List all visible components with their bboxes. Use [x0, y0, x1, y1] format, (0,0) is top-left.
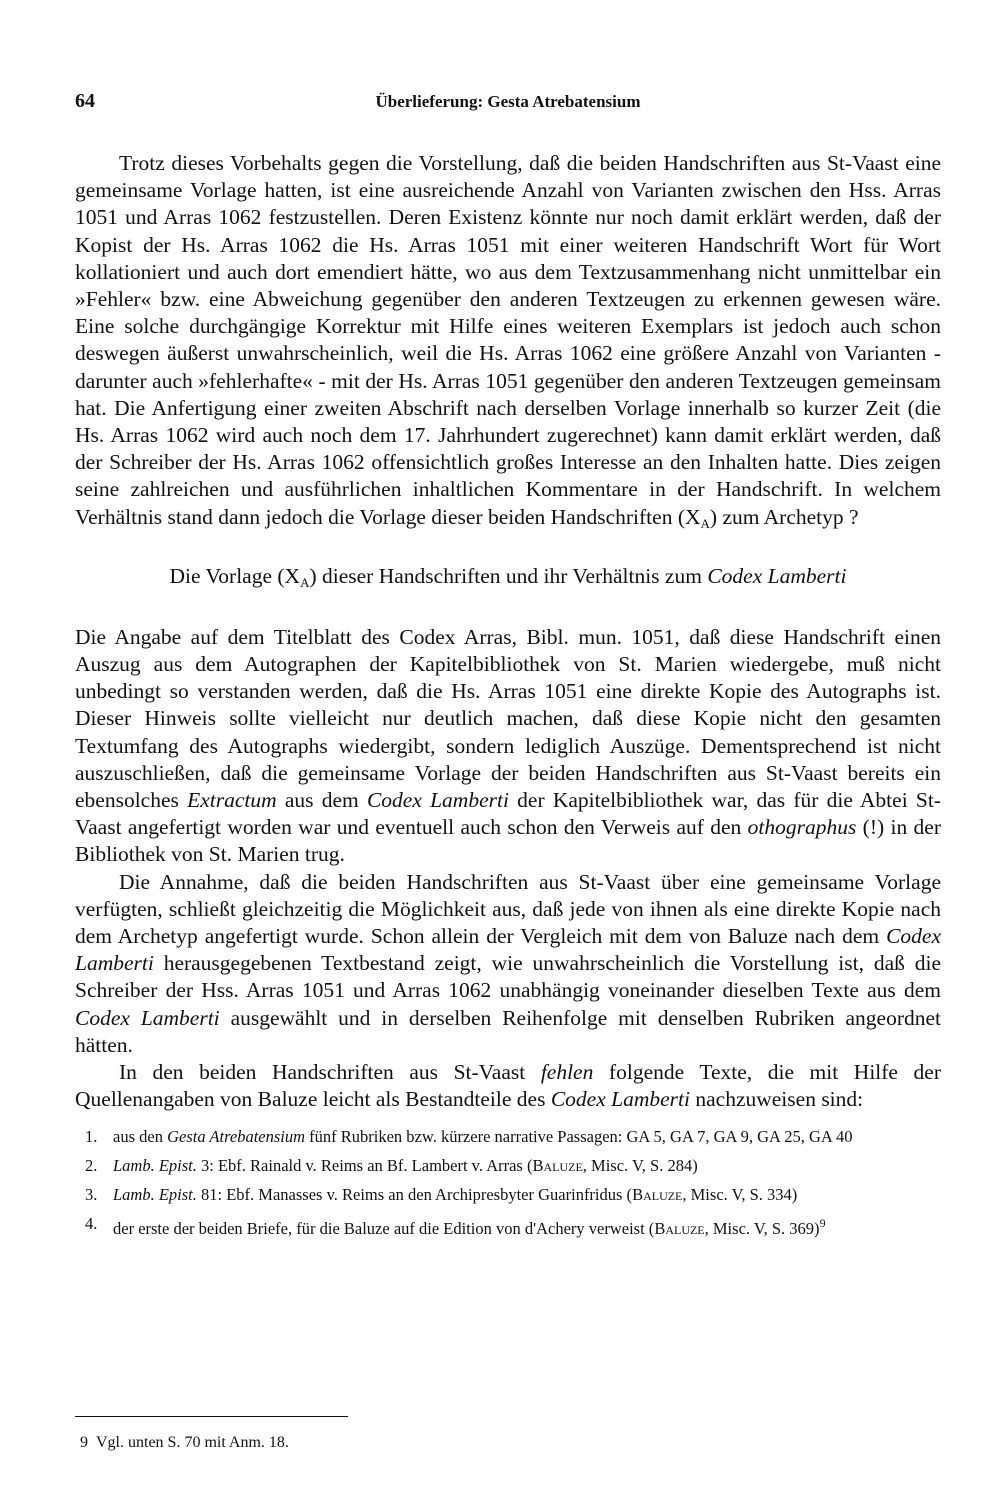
list-item-number: 3.: [85, 1184, 98, 1204]
p3-italic1: Codex Lamberti: [75, 924, 941, 976]
p2-italic2: Codex Lamberti: [366, 788, 509, 813]
page-header: [75, 90, 941, 120]
list-item-text: , Misc. V, S. 334): [682, 1184, 798, 1204]
p3-part1: Die Annahme, daß die beiden Handschriften aus St-Vaast über eine gemeinsame Vorlage verfügten, schließt gleichzeitig die Möglichkeit aus, daß jede von ihnen als eine direkte Kopie nach dem Archetyp angefertigt wurde. Schon allein der Vergleich mit dem von Baluze nach dem: [75, 869, 941, 949]
heading-lead: Die Vorlage (X: [169, 563, 301, 588]
p4-italic1: fehlen: [540, 1060, 594, 1085]
list-item-text: der erste der beiden Briefe, für die Baluze auf die Edition von d'Achery verweist (: [113, 1218, 655, 1238]
paragraph-3: [75, 869, 941, 1059]
list-item-italic: Lamb. Epist.: [113, 1155, 197, 1175]
heading-middle: ) dieser Handschriften und ihr Verhältnis zum: [309, 563, 708, 588]
heading-italic: Codex Lamberti: [707, 563, 847, 588]
footnote-text: Vgl. unten S. 70 mit Anm. 18.: [96, 1434, 289, 1451]
paragraph-1-text: Trotz dieses Vorbehalts gegen die Vorstellung, daß die beiden Handschriften aus St-Vaast eine gemeinsame Vorlage hatten, ist eine ausreichende Anzahl von Varianten zwischen den Hss. Arras 1051 und Arras 1062 festzustellen. Deren Existenz könnte nur noch damit erklärt werden, daß der Kopist der Hs. Arras 1062 die Hs. Arras 1051 mit einer weiteren Handschrift Wort für Wort kollationiert und auch dort emendiert hätte, wo aus dem Textzusammenhang nicht unmittelbar ein »Fehler« bzw. eine Abweichung gegenüber den anderen Textzeugen zu erkennen gewesen wäre. Eine solche durchgängige Korrektur mit Hilfe eines weiteren Exemplars ist jedoch auch schon deswegen äußerst unwahrscheinlich, weil die Hs. Arras 1062 eine größere Anzahl von Varianten - darunter auch »fehlerhafte« - mit der Hs. Arras 1051 gegenüber den anderen Textzeugen gemeinsam hat. Die Anfertigung einer zweiten Abschrift nach derselben Vorlage innerhalb so kurzer Zeit (die Hs. Arras 1062 wird auch noch dem 17. Jahrhundert zugerechnet) kann damit erklärt werden, daß der Schreiber der Hs. Arras 1062 offensichtlich großes Interesse an den Inhalten hatte. Dies zeigen seine zahlreichen und ausführlichen inhaltlichen Kommentare in der Handschrift. In welchem Verhältnis stand dann jedoch die Vorlage dieser beiden Handschriften: [75, 151, 941, 529]
list-item-text: 3: Ebf. Rainald v. Reims an Bf. Lambert v. Arras (: [196, 1155, 533, 1175]
paragraph-1: [75, 150, 941, 537]
paragraph-2: [75, 624, 941, 869]
p2-italic1: Extractum: [187, 788, 277, 813]
list-item: [75, 1155, 941, 1176]
p4-italic2: Codex Lamberti: [550, 1087, 690, 1112]
footnote-reference[interactable]: 9: [819, 1215, 826, 1230]
list-item-text: 81: Ebf. Manasses v. Reims an den Archipresbyter Guarinfridus (: [196, 1184, 633, 1204]
p4-part3: nachzuweisen sind:: [689, 1087, 864, 1112]
x-subscript: A: [700, 515, 710, 531]
list-item-smallcaps: Baluze: [632, 1184, 683, 1204]
list-item-italic: Lamb. Epist.: [113, 1184, 197, 1204]
footnote-divider: [75, 1416, 348, 1417]
p2-part1: Die Angabe auf dem Titelblatt des Codex Arras, Bibl. mun. 1051, daß diese Handschrift einen Auszug aus dem Autographen der Kapitelbibliothek von St. Marien wiedergebe, muß nicht unbedingt so verstanden werden, daß die Hs. Arras 1051 eine direkte Kopie des Autographs ist. Dieser Hinweis sollte vielleicht nur deutlich machen, daß diese Kopie nicht den gesamten Textumfang des Autographs wiedergibt, sondern lediglich Auszüge. Dementsprechend ist nicht auszuschließen, daß die gemeinsame Vorlage der beiden Handschriften aus St-Vaast bereits ein ebensolches: [75, 624, 941, 813]
section-heading: [75, 563, 941, 596]
footnote: [80, 1434, 289, 1452]
list-item: [75, 1126, 941, 1147]
list-item: [75, 1213, 941, 1239]
p3-part3: ausgewählt und in derselben Reihenfolge mit denselben Rubriken angeordnet hätten.: [75, 1005, 941, 1057]
heading-subscript: A: [300, 574, 310, 590]
list-item-number: 1.: [85, 1126, 98, 1146]
list-item-number: 2.: [85, 1155, 98, 1175]
paragraph-1-tail: ) zum Archetyp ?: [709, 504, 859, 529]
p3-italic2: Codex Lamberti: [75, 1005, 220, 1030]
p3-part2: herausgegebenen Textbestand zeigt, wie unwahrscheinlich die Vorstellung ist, daß die Schreiber der Hss. Arras 1051 und Arras 1062 unabhängig voneinander dieselben Texte aus dem: [75, 951, 941, 1003]
p2-part2: aus dem: [276, 788, 367, 813]
body-text: [75, 150, 941, 1247]
x-symbol: (X: [677, 504, 701, 529]
p2-part4: (!) in der Bibliothek von St. Marien trug.: [75, 815, 942, 867]
list-item-text: fünf Rubriken bzw. kürzere narrative Passagen: GA 5, GA 7, GA 9, GA 25, GA 40: [305, 1126, 853, 1146]
p2-part3: der Kapitelbibliothek war, das für die Abtei St-Vaast angefertigt worden war und eventuell auch schon den Verweis auf den: [75, 788, 941, 840]
list-item-smallcaps: Baluze: [654, 1218, 705, 1238]
running-head: Überlieferung: Gesta Atrebatensium: [375, 92, 641, 111]
p4-part2: folgende Texte, die mit Hilfe der Quellenangaben von Baluze leicht als Bestandteile des: [75, 1060, 941, 1112]
missing-texts-list: [75, 1126, 941, 1239]
list-item-number: 4.: [85, 1213, 98, 1233]
page-number: 64: [75, 90, 95, 112]
list-item-text: , Misc. V, S. 284): [582, 1155, 698, 1175]
list-item-text: aus den: [113, 1126, 168, 1146]
p4-part1: In den beiden Handschriften aus St-Vaast: [119, 1060, 541, 1085]
list-item: [75, 1184, 941, 1205]
list-item-smallcaps: Baluze: [532, 1155, 583, 1175]
footnote-number: 9: [80, 1434, 88, 1451]
list-item-text: , Misc. V, S. 369): [704, 1218, 820, 1238]
paragraph-4: [75, 1059, 941, 1113]
list-item-italic: Gesta Atrebatensium: [167, 1126, 306, 1146]
p2-italic3: othographus: [747, 815, 857, 840]
